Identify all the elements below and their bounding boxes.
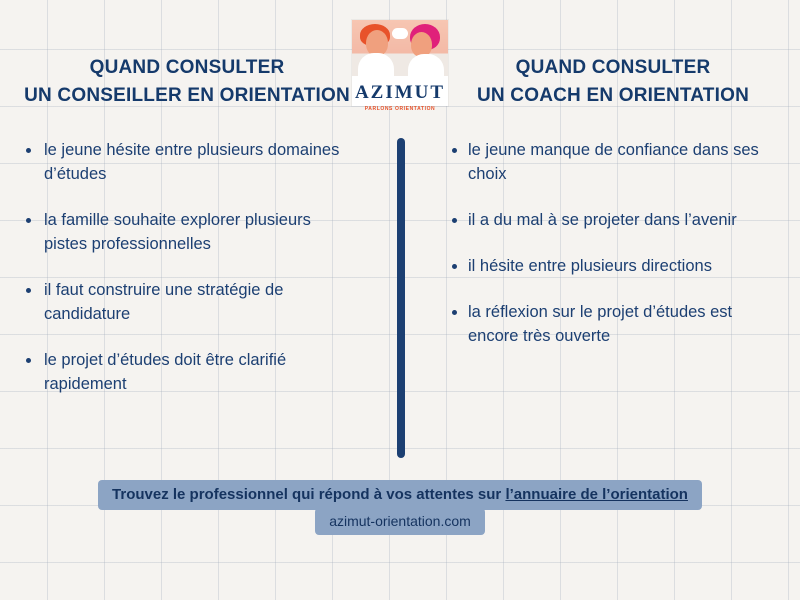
left-title-line-1: QUAND CONSULTER xyxy=(89,57,285,78)
list-item: le jeune hésite entre plusieurs domaines d’études xyxy=(22,139,352,187)
list-item: il faut construire une stratégie de candidature xyxy=(22,279,352,327)
footer xyxy=(0,480,800,535)
logo-name: AZIMUT xyxy=(354,82,446,103)
right-title-line-2: UN COACH EN ORIENTATION xyxy=(476,84,749,106)
right-column xyxy=(448,54,778,371)
right-column-title xyxy=(448,54,778,109)
right-title-line-1: QUAND CONSULTER xyxy=(515,57,711,78)
directory-link[interactable]: l’annuaire de l’orientation xyxy=(505,486,688,503)
logo-text xyxy=(352,76,448,112)
azimut-logo xyxy=(352,20,448,112)
left-column-title xyxy=(22,54,352,109)
list-item: il hésite entre plusieurs directions xyxy=(448,255,778,279)
logo-tagline: PARLONS ORIENTATION xyxy=(364,106,436,112)
list-item: la famille souhaite explorer plusieurs pistes professionnelles xyxy=(22,209,352,257)
list-item: il a du mal à se projeter dans l’avenir xyxy=(448,209,778,233)
vertical-divider xyxy=(397,138,405,458)
list-item: le jeune manque de confiance dans ses choix xyxy=(448,139,778,187)
right-bullet-list xyxy=(448,139,778,349)
two-people-illustration-icon xyxy=(352,20,448,76)
footer-text: Trouvez le professionnel qui répond à vos attentes sur xyxy=(112,486,506,503)
footer-call-to-action xyxy=(98,480,702,510)
footer-website[interactable]: azimut-orientation.com xyxy=(315,508,485,535)
list-item: le projet d’études doit être clarifié rapidement xyxy=(22,349,352,397)
left-bullet-list xyxy=(22,139,352,396)
list-item: la réflexion sur le projet d’études est encore très ouverte xyxy=(448,301,778,349)
left-title-line-2: UN CONSEILLER EN ORIENTATION xyxy=(24,84,350,106)
left-column xyxy=(22,54,352,418)
